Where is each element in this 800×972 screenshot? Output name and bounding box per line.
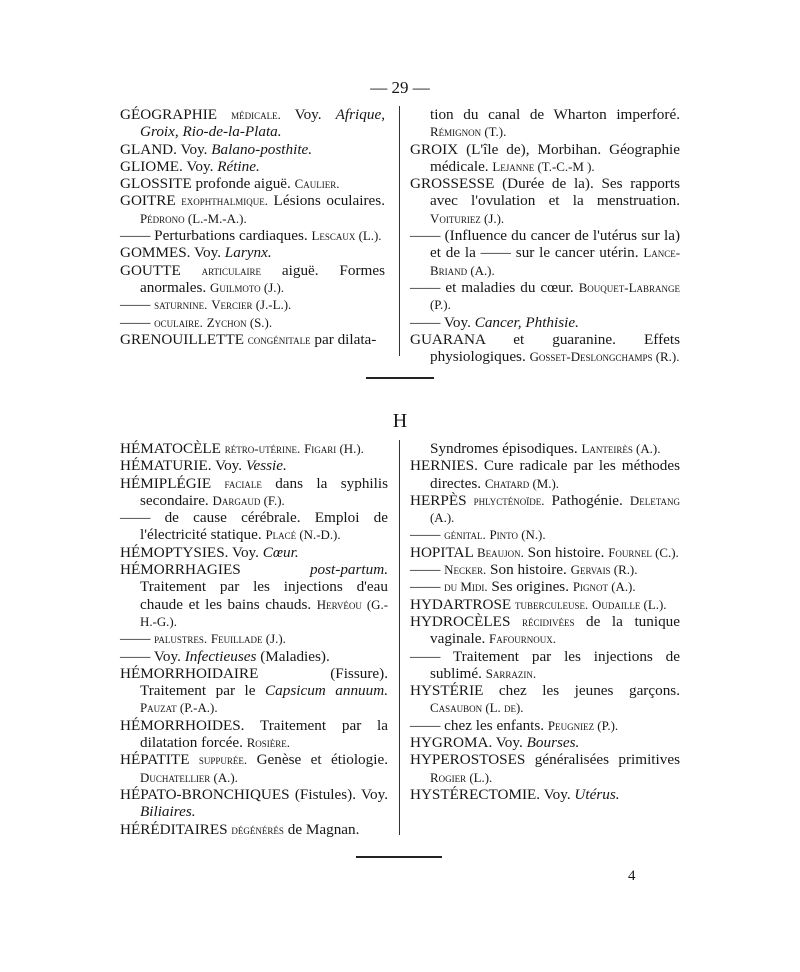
cross-reference: Vessie.: [245, 457, 287, 475]
entry-text: et guaranine. Effets physiologiques.: [430, 330, 680, 366]
author-name: Sarrazin.: [485, 665, 537, 681]
cross-reference: Balano-posthite.: [211, 140, 313, 158]
entry-qualifier: saturnine.: [154, 297, 208, 313]
entry-heading: GÉOGRAPHIE: [120, 106, 218, 123]
entry-heading: HÉMORRHOIDAIRE: [120, 664, 259, 682]
entry-text: chez les jeunes garçons.: [483, 682, 680, 700]
entry-qualifier: médicale.: [231, 107, 281, 122]
entry-text: Voy.: [280, 106, 336, 123]
author-name: Duchatellier (A.).: [140, 769, 238, 785]
entry-text: (L'île de), Morbihan. Géographie médicale.: [430, 140, 680, 175]
entry-heading: GROSSESSE: [410, 175, 495, 193]
entry-text: Voy.: [190, 244, 225, 262]
index-entry: [410, 734, 680, 751]
ditto-dash: ——: [410, 227, 441, 245]
top-right-column: [410, 106, 680, 365]
index-entry: [120, 561, 388, 630]
entry-qualifier: Beaujon.: [476, 544, 524, 560]
author-name: Lejanne (T.-C.-M ).: [492, 158, 595, 174]
index-entry: [410, 596, 680, 613]
entry-heading: GOITRE: [120, 192, 176, 210]
index-entry: [120, 440, 388, 457]
entry-heading: HOPITAL: [410, 543, 474, 561]
entry-text: Syndromes épisodiques.: [430, 440, 582, 457]
index-entry: [410, 227, 680, 279]
ditto-dash: ——: [120, 313, 151, 331]
entry-text: de cause cérébrale. Emploi de l'électricité statique.: [140, 509, 388, 544]
index-entry: [410, 440, 680, 457]
cross-reference: Rétine.: [217, 157, 260, 175]
cross-reference: Afrique, Groix, Rio-de-la-Plata.: [140, 106, 385, 141]
index-entry: [120, 314, 385, 331]
index-entry: [120, 158, 385, 175]
entry-heading: HÉMORRHOIDES.: [120, 716, 245, 734]
entry-text: (Fistules). Voy.: [289, 785, 388, 803]
entry-text: (Influence du cancer de l'utérus sur la) et de la —— sur le cancer utérin.: [430, 227, 680, 262]
entry-heading: HÉMIPLÉGIE: [120, 474, 212, 492]
entry-text: (Durée de la). Ses rapports avec l'ovulation et la menstruation.: [430, 175, 680, 210]
entry-qualifier: tuberculeuse.: [514, 596, 589, 612]
ditto-dash: ——: [120, 630, 151, 648]
cross-reference: Biliaires.: [140, 803, 196, 821]
author-name: Guilmoto (J.).: [210, 279, 284, 295]
ditto-dash: ——: [410, 313, 441, 331]
author-name: Figari (H.).: [304, 441, 364, 456]
entry-text: profonde aiguë.: [191, 175, 295, 193]
entry-heading: GUARANA: [410, 330, 486, 348]
ditto-dash: ——: [120, 296, 151, 314]
footer-number: 4: [628, 868, 636, 884]
cross-reference: Cancer, Phthisie.: [474, 313, 579, 331]
ditto-dash: ——: [120, 647, 151, 665]
entry-heading: GLIOME.: [120, 157, 183, 175]
author-name: Zychon (S.).: [206, 314, 273, 330]
index-entry: [410, 613, 680, 648]
entry-text: généralisées primitives: [525, 751, 680, 769]
author-name: Peugniez (P.).: [547, 717, 619, 733]
entry-text: et maladies du cœur.: [440, 278, 579, 296]
author-name: Caulier.: [294, 176, 340, 192]
entry-text: (Fissure). Traitement par le: [140, 664, 388, 700]
index-entry: [120, 141, 385, 158]
index-entry: [120, 544, 388, 561]
entry-qualifier: rétro-utérine.: [224, 441, 301, 456]
entry-text: Lésions oculaires.: [267, 192, 385, 210]
index-entry: [410, 786, 680, 803]
entry-heading: GLOSSITE: [120, 175, 192, 193]
entry-qualifier: récidivées: [521, 613, 575, 629]
entry-text: Voy.: [228, 543, 263, 561]
index-entry: [410, 331, 680, 366]
author-name: Lanteirès (A.).: [581, 441, 661, 456]
entry-heading: HÉMOPTYSIES.: [120, 543, 229, 561]
author-name: Hervéou (G.-H.-G.).: [140, 596, 388, 629]
entry-qualifier: palustres.: [154, 631, 208, 647]
entry-heading: HÉMATOCÈLE: [120, 440, 221, 457]
author-name: Voituriez (J.).: [430, 210, 505, 226]
entry-heading: HÉPATO-BRONCHIQUES: [120, 785, 290, 803]
entry-heading: HÉPATITE: [120, 751, 190, 769]
entry-qualifier: articulaire: [201, 262, 262, 278]
index-entry: [120, 296, 385, 313]
entry-text: chez les enfants.: [440, 716, 548, 734]
author-name: Chatard (M.).: [484, 475, 559, 491]
entry-text: Voy.: [176, 140, 212, 158]
entry-qualifier: du Midi.: [444, 579, 488, 595]
author-name: Rémignon (T.).: [430, 124, 507, 140]
ditto-dash: ——: [410, 716, 441, 734]
top-left-column: [120, 106, 385, 348]
entry-text: tion du canal de Wharton imperforé.: [430, 106, 680, 123]
entry-text: Traitement par la dilatation forcée.: [140, 716, 388, 752]
entry-heading: GOUTTE: [120, 261, 181, 279]
entry-text: Voy.: [492, 734, 527, 752]
entry-text: Traitement par les injections de sublimé.: [430, 647, 680, 682]
entry-heading: HYPEROSTOSES: [410, 751, 526, 769]
index-entry: [410, 279, 680, 314]
entry-qualifier: Necker.: [444, 562, 487, 578]
index-entry: [410, 682, 680, 717]
top-column-divider: [399, 106, 400, 356]
entry-text: Voy.: [440, 313, 475, 331]
entry-text: (Maladies).: [256, 647, 330, 665]
entry-heading: HERNIES.: [410, 457, 478, 475]
index-entry: [120, 457, 388, 474]
index-entry: [120, 175, 385, 192]
index-entry: [120, 475, 388, 510]
entry-qualifier: génital.: [444, 527, 486, 543]
entry-text: de la tunique vaginale.: [430, 612, 680, 648]
entry-heading: GROIX: [410, 140, 459, 158]
entry-text: par dilata-: [310, 330, 377, 348]
entry-text: Pathogénie.: [544, 491, 630, 509]
ditto-dash: ——: [410, 561, 441, 579]
entry-text: Voy.: [211, 457, 246, 475]
entry-text: Voy.: [182, 157, 218, 175]
ditto-dash: ——: [410, 647, 441, 665]
entry-qualifier: exophthalmique.: [181, 193, 268, 209]
cross-reference: Infectieuses: [184, 647, 257, 665]
entry-heading: HERPÈS: [410, 491, 467, 509]
author-name: Gervais (R.).: [570, 562, 638, 578]
index-entry: [120, 751, 388, 786]
entry-qualifier: suppurée.: [198, 752, 248, 768]
entry-qualifier-italic: post-partum.: [240, 561, 388, 579]
index-entry: [410, 751, 680, 786]
author-name: Lance-Briand (A.).: [430, 245, 680, 278]
end-rule: [356, 856, 442, 858]
author-name: Bouquet-Labrange (P.).: [430, 279, 680, 313]
entry-text: Cure radicale par les méthodes directes.: [430, 457, 680, 492]
index-entry: [120, 331, 385, 348]
entry-text: Traitement par les injections d'eau chaude et les bains chauds.: [140, 578, 388, 613]
index-entry: [120, 227, 385, 244]
entry-text: Son histoire.: [486, 561, 571, 579]
author-name: Feuillade (J.).: [210, 631, 286, 647]
index-entry: [120, 244, 385, 261]
index-entry: [120, 648, 388, 665]
author-name: Dargaud (F.).: [212, 492, 285, 508]
index-entry: [410, 106, 680, 141]
bottom-column-divider: [399, 440, 400, 835]
ditto-dash: ——: [410, 578, 441, 596]
entry-heading: HÉRÉDITAIRES: [120, 820, 228, 838]
index-entry: [410, 717, 680, 734]
author-name: Casaubon (L. de).: [430, 700, 524, 716]
entry-heading: HÉMORRHAGIES: [120, 561, 241, 579]
index-entry: [120, 821, 388, 838]
index-entry: [410, 492, 680, 527]
author-name: Fournel (C.).: [608, 544, 679, 560]
index-entry: [410, 526, 680, 543]
author-name: Placé (N.-D.).: [265, 527, 341, 543]
entry-text: Perturbations cardiaques.: [150, 227, 312, 245]
entry-heading: GRENOUILLETTE: [120, 330, 244, 348]
index-entry: [410, 561, 680, 578]
index-entry: [410, 457, 680, 492]
author-name: Pinto (N.).: [489, 527, 546, 543]
cross-reference: Capsicum annuum.: [265, 682, 388, 700]
ditto-dash: ——: [120, 509, 151, 527]
entry-heading: GOMMES.: [120, 244, 191, 262]
entry-qualifier: faciale: [224, 475, 262, 491]
cross-reference: Bourses.: [526, 734, 580, 752]
author-name: Pédrono (L.-M.-A.).: [140, 210, 247, 226]
index-entry: [410, 578, 680, 595]
index-entry: [120, 665, 388, 717]
bottom-right-column: [410, 440, 680, 803]
index-entry: [120, 262, 385, 297]
cross-reference: Cœur.: [262, 543, 299, 561]
index-entry: [410, 648, 680, 683]
index-entry: [120, 192, 385, 227]
entry-qualifier: congénitale: [247, 331, 311, 347]
entry-qualifier: dégénérés: [231, 821, 284, 837]
entry-heading: HYDROCÈLES: [410, 612, 511, 630]
entry-text: Voy.: [540, 785, 575, 803]
entry-heading: GLAND.: [120, 140, 177, 158]
index-entry: [410, 544, 680, 561]
author-name: Fafournoux.: [489, 631, 556, 647]
author-name: Deletang (A.).: [430, 492, 681, 526]
author-name: Rosière.: [246, 735, 291, 751]
ditto-dash: ——: [410, 278, 441, 296]
entry-heading: HYSTÉRIE: [410, 682, 484, 700]
entry-heading: HYGROMA.: [410, 734, 493, 752]
cross-reference: Larynx.: [224, 244, 272, 262]
entry-text: aiguë. Formes anormales.: [140, 261, 385, 296]
index-entry: [410, 314, 680, 331]
cross-reference: Utérus.: [574, 785, 620, 803]
entry-text: Voy.: [150, 647, 185, 665]
section-letter: H: [392, 410, 408, 432]
entry-text: Ses origines.: [487, 578, 573, 596]
entry-heading: HÉMATURIE.: [120, 457, 212, 475]
entry-heading: HYSTÉRECTOMIE.: [410, 785, 541, 803]
bottom-left-column: [120, 440, 388, 838]
index-entry: [410, 141, 680, 176]
page-number: — 29 —: [370, 78, 430, 97]
author-name: Gosset-Deslongchamps (R.).: [529, 349, 680, 365]
entry-qualifier: phlycténoïde.: [473, 492, 545, 508]
entry-text: Son histoire.: [523, 543, 609, 561]
ditto-dash: ——: [410, 526, 441, 544]
ditto-dash: ——: [120, 227, 151, 245]
entry-text: dans la syphilis secondaire.: [140, 474, 389, 509]
index-entry: [120, 786, 388, 821]
author-name: Oudaille (L.).: [592, 596, 667, 612]
index-entry: [120, 717, 388, 752]
index-entry: [410, 175, 680, 227]
index-entry: [120, 106, 385, 141]
entry-text: Genèse et étiologie.: [247, 751, 388, 769]
index-entry: [120, 630, 388, 647]
index-entry: [120, 509, 388, 544]
entry-qualifier: oculaire.: [154, 314, 203, 330]
section-rule-top: [366, 377, 434, 379]
entry-text: de Magnan.: [283, 820, 360, 838]
author-name: Vercier (J.-L.).: [211, 297, 292, 313]
author-name: Pauzat (P.-A.).: [140, 700, 218, 716]
author-name: Lescaux (L.).: [311, 228, 382, 244]
author-name: Rogier (L.).: [430, 769, 493, 785]
author-name: Pignot (A.).: [572, 579, 636, 595]
entry-heading: HYDARTROSE: [410, 595, 512, 613]
